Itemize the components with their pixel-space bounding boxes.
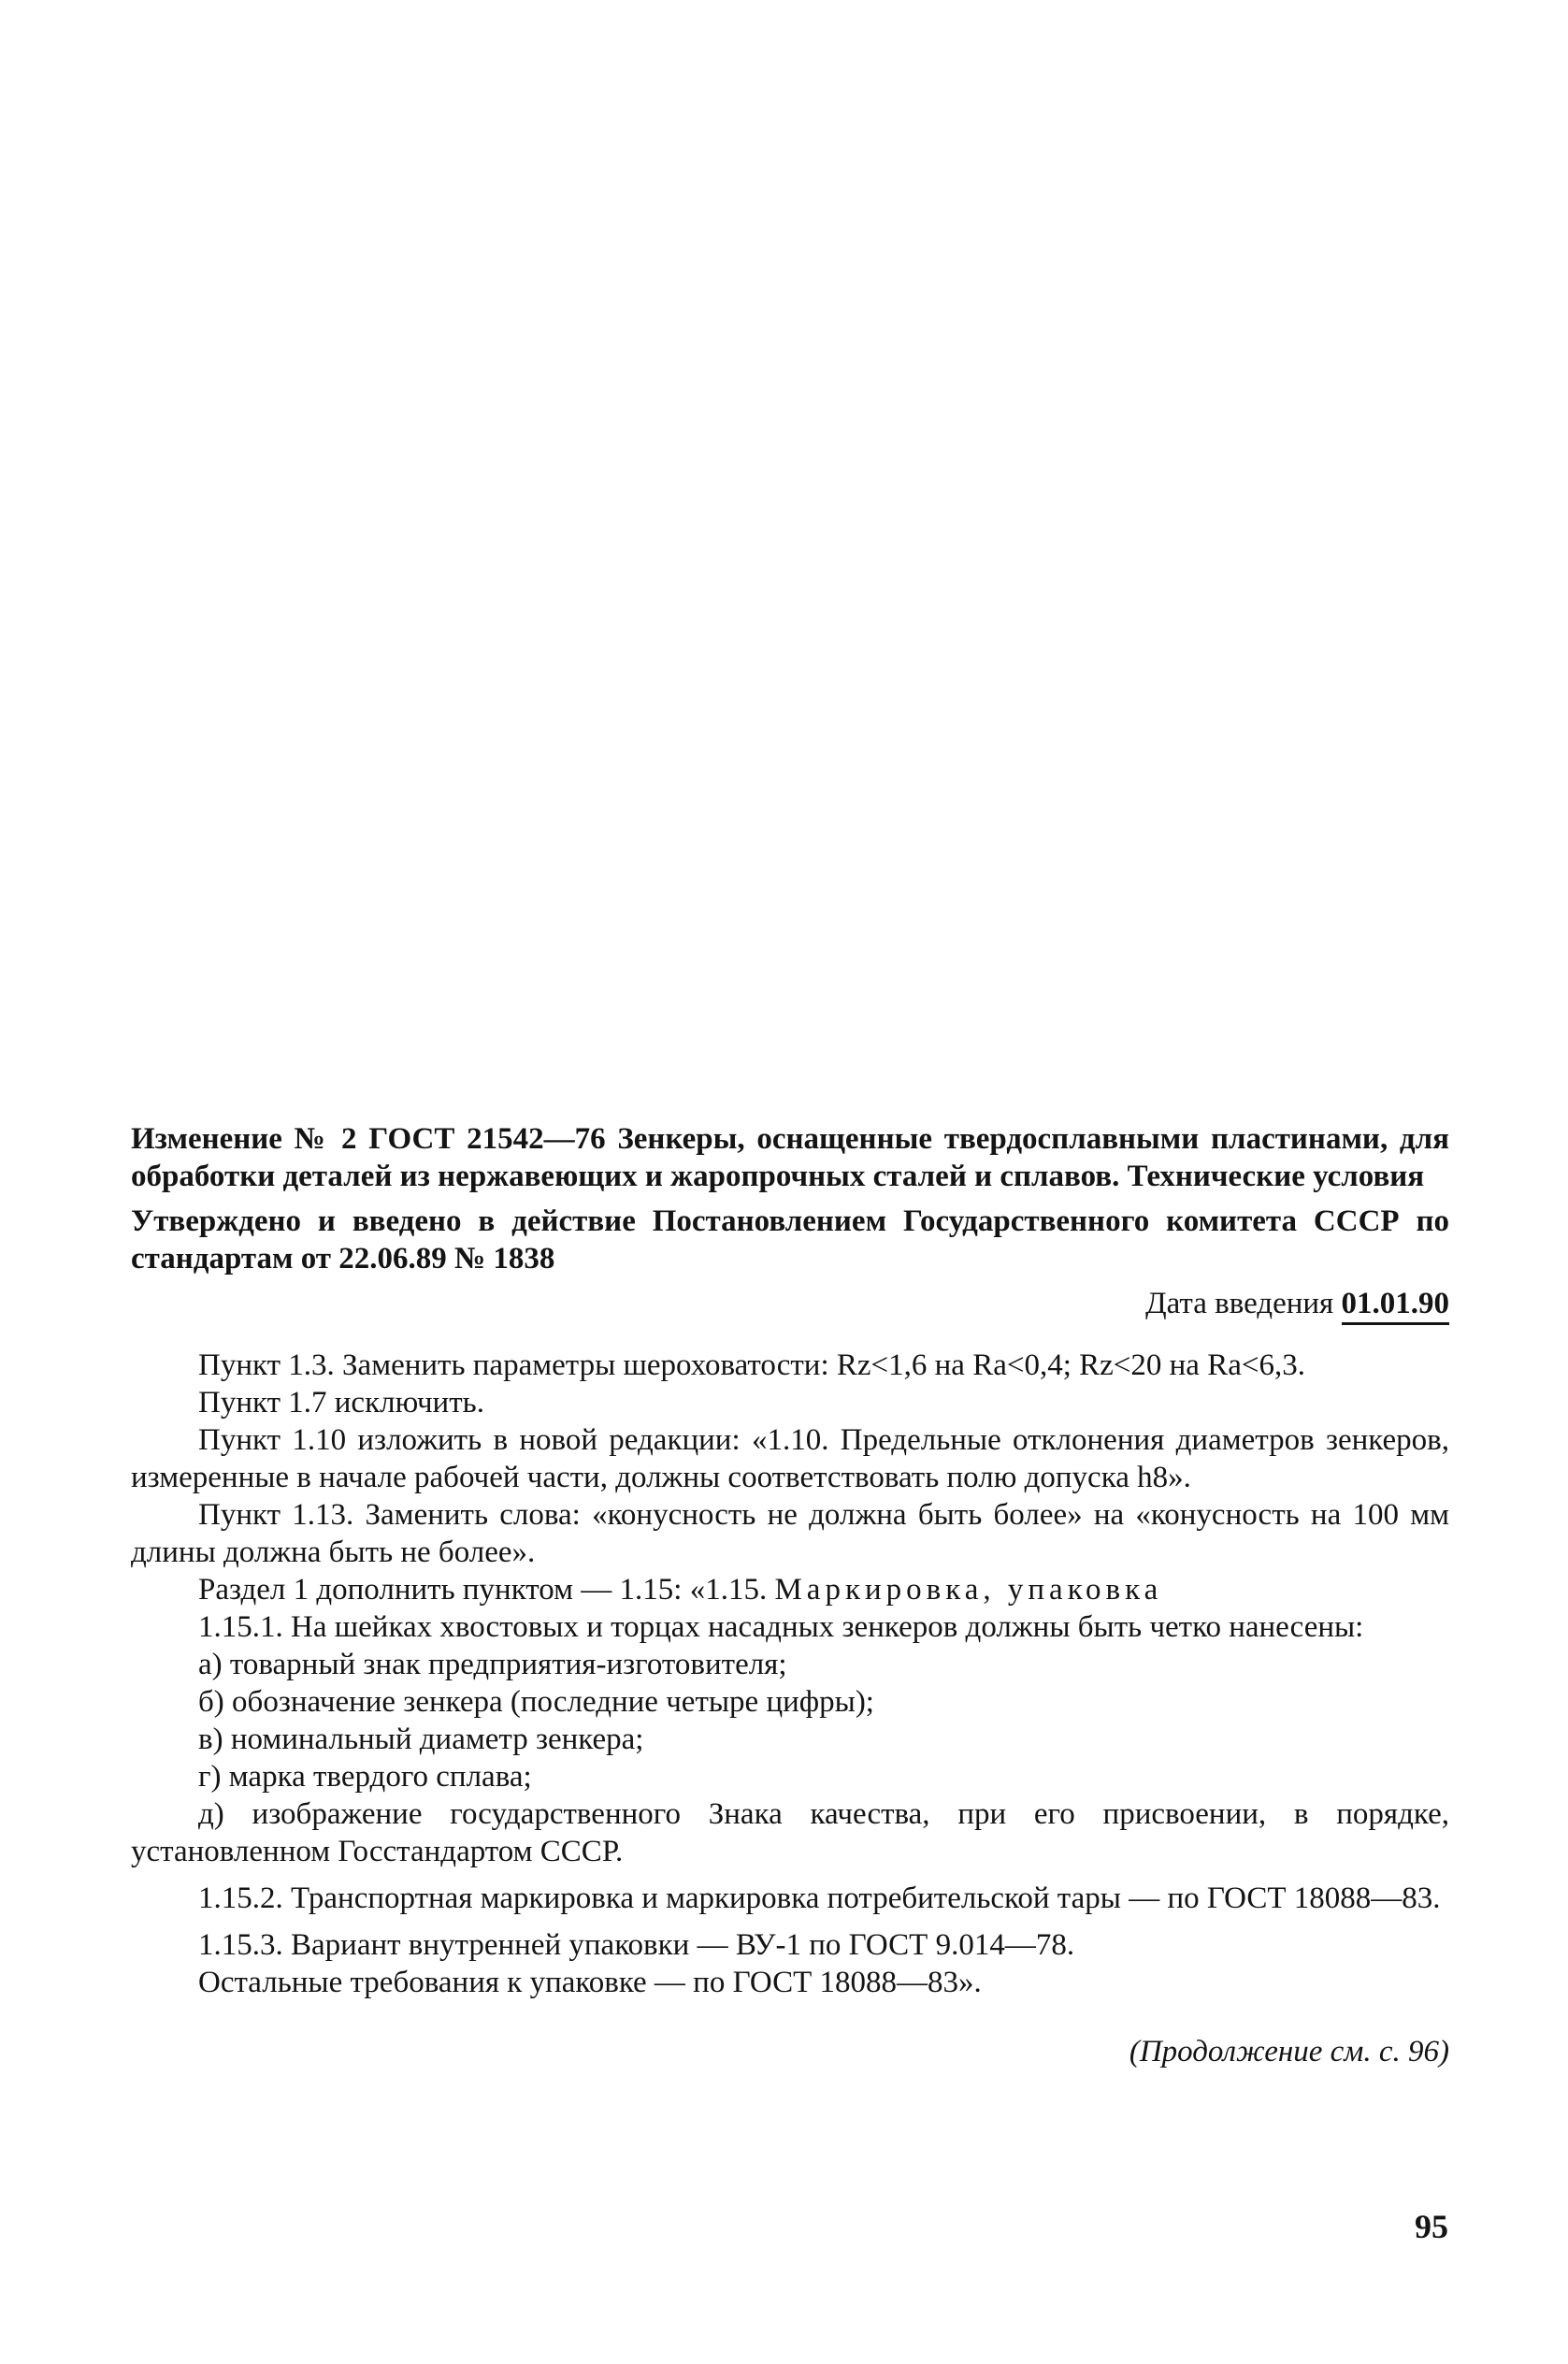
list-item: в) номинальный диаметр зенкера;	[198, 1723, 644, 1756]
amendment-body	[131, 1347, 1449, 2001]
effective-date-label: Дата введения	[1145, 1287, 1334, 1320]
amendment-title: Изменение № 2 ГОСТ 21542—76 Зенкеры, оснащенные твердосплавными пластинами, для обработки деталей из нержавеющих и жаропрочных сталей и сплавов. Технические условия	[131, 1122, 1449, 1193]
approval-statement: Утверждено и введено в действие Постановлением Государственного комитета СССР по стандартам от 22.06.89 № 1838	[131, 1204, 1449, 1276]
list-item: д) изображение государственного Знака качества, при его присвоении, в порядке, установленном Госстандартом СССР.	[131, 1797, 1449, 1868]
list-item: а) товарный знак предприятия-изготовителя;	[198, 1648, 787, 1681]
paragraph-1-13: Пункт 1.13. Заменить слова: «конусность не должна быть более» на «конусность на 100 мм длины должна быть не более».	[131, 1498, 1449, 1569]
list-item: б) обозначение зенкера (последние четыре цифры);	[198, 1685, 874, 1719]
paragraph-1-3: Пункт 1.3. Заменить параметры шероховатости: Rz<1,6 на Ra<0,4; Rz<20 на Ra<6,3.	[198, 1348, 1305, 1382]
page-number: 95	[1415, 2208, 1448, 2245]
document-content	[131, 1120, 1449, 2070]
paragraph-1-7: Пункт 1.7 исключить.	[198, 1386, 484, 1420]
paragraph-section-1	[131, 1571, 1449, 1608]
list-item: г) марка твердого сплава;	[198, 1760, 532, 1794]
paragraph-packaging-rest: Остальные требования к упаковке — по ГОСТ 18088—83».	[198, 1966, 982, 1999]
effective-date-value: 01.01.90	[1342, 1287, 1450, 1325]
paragraph-1-15-3: 1.15.3. Вариант внутренней упаковки — ВУ-1 по ГОСТ 9.014—78.	[198, 1928, 1075, 1962]
effective-date-line	[131, 1285, 1449, 1322]
continuation-note: (Продолжение см. с. 96)	[1129, 2035, 1449, 2068]
paragraph-1-15-2: 1.15.2. Транспортная маркировка и маркировка потребительской тары — по ГОСТ 18088—83.	[198, 1881, 1441, 1915]
section-title-marking: Маркировка, упаковка	[774, 1573, 1163, 1607]
section-1-addition: Раздел 1 дополнить пунктом — 1.15: «1.15.	[198, 1573, 768, 1607]
paragraph-1-10: Пункт 1.10 изложить в новой редакции: «1.10. Предельные отклонения диаметров зенкеров, измеренные в начале рабочей части, должны соответствовать полю допуска h8».	[131, 1423, 1449, 1494]
paragraph-1-15-1: 1.15.1. На шейках хвостовых и торцах насадных зенкеров должны быть четко нанесены:	[198, 1610, 1364, 1644]
